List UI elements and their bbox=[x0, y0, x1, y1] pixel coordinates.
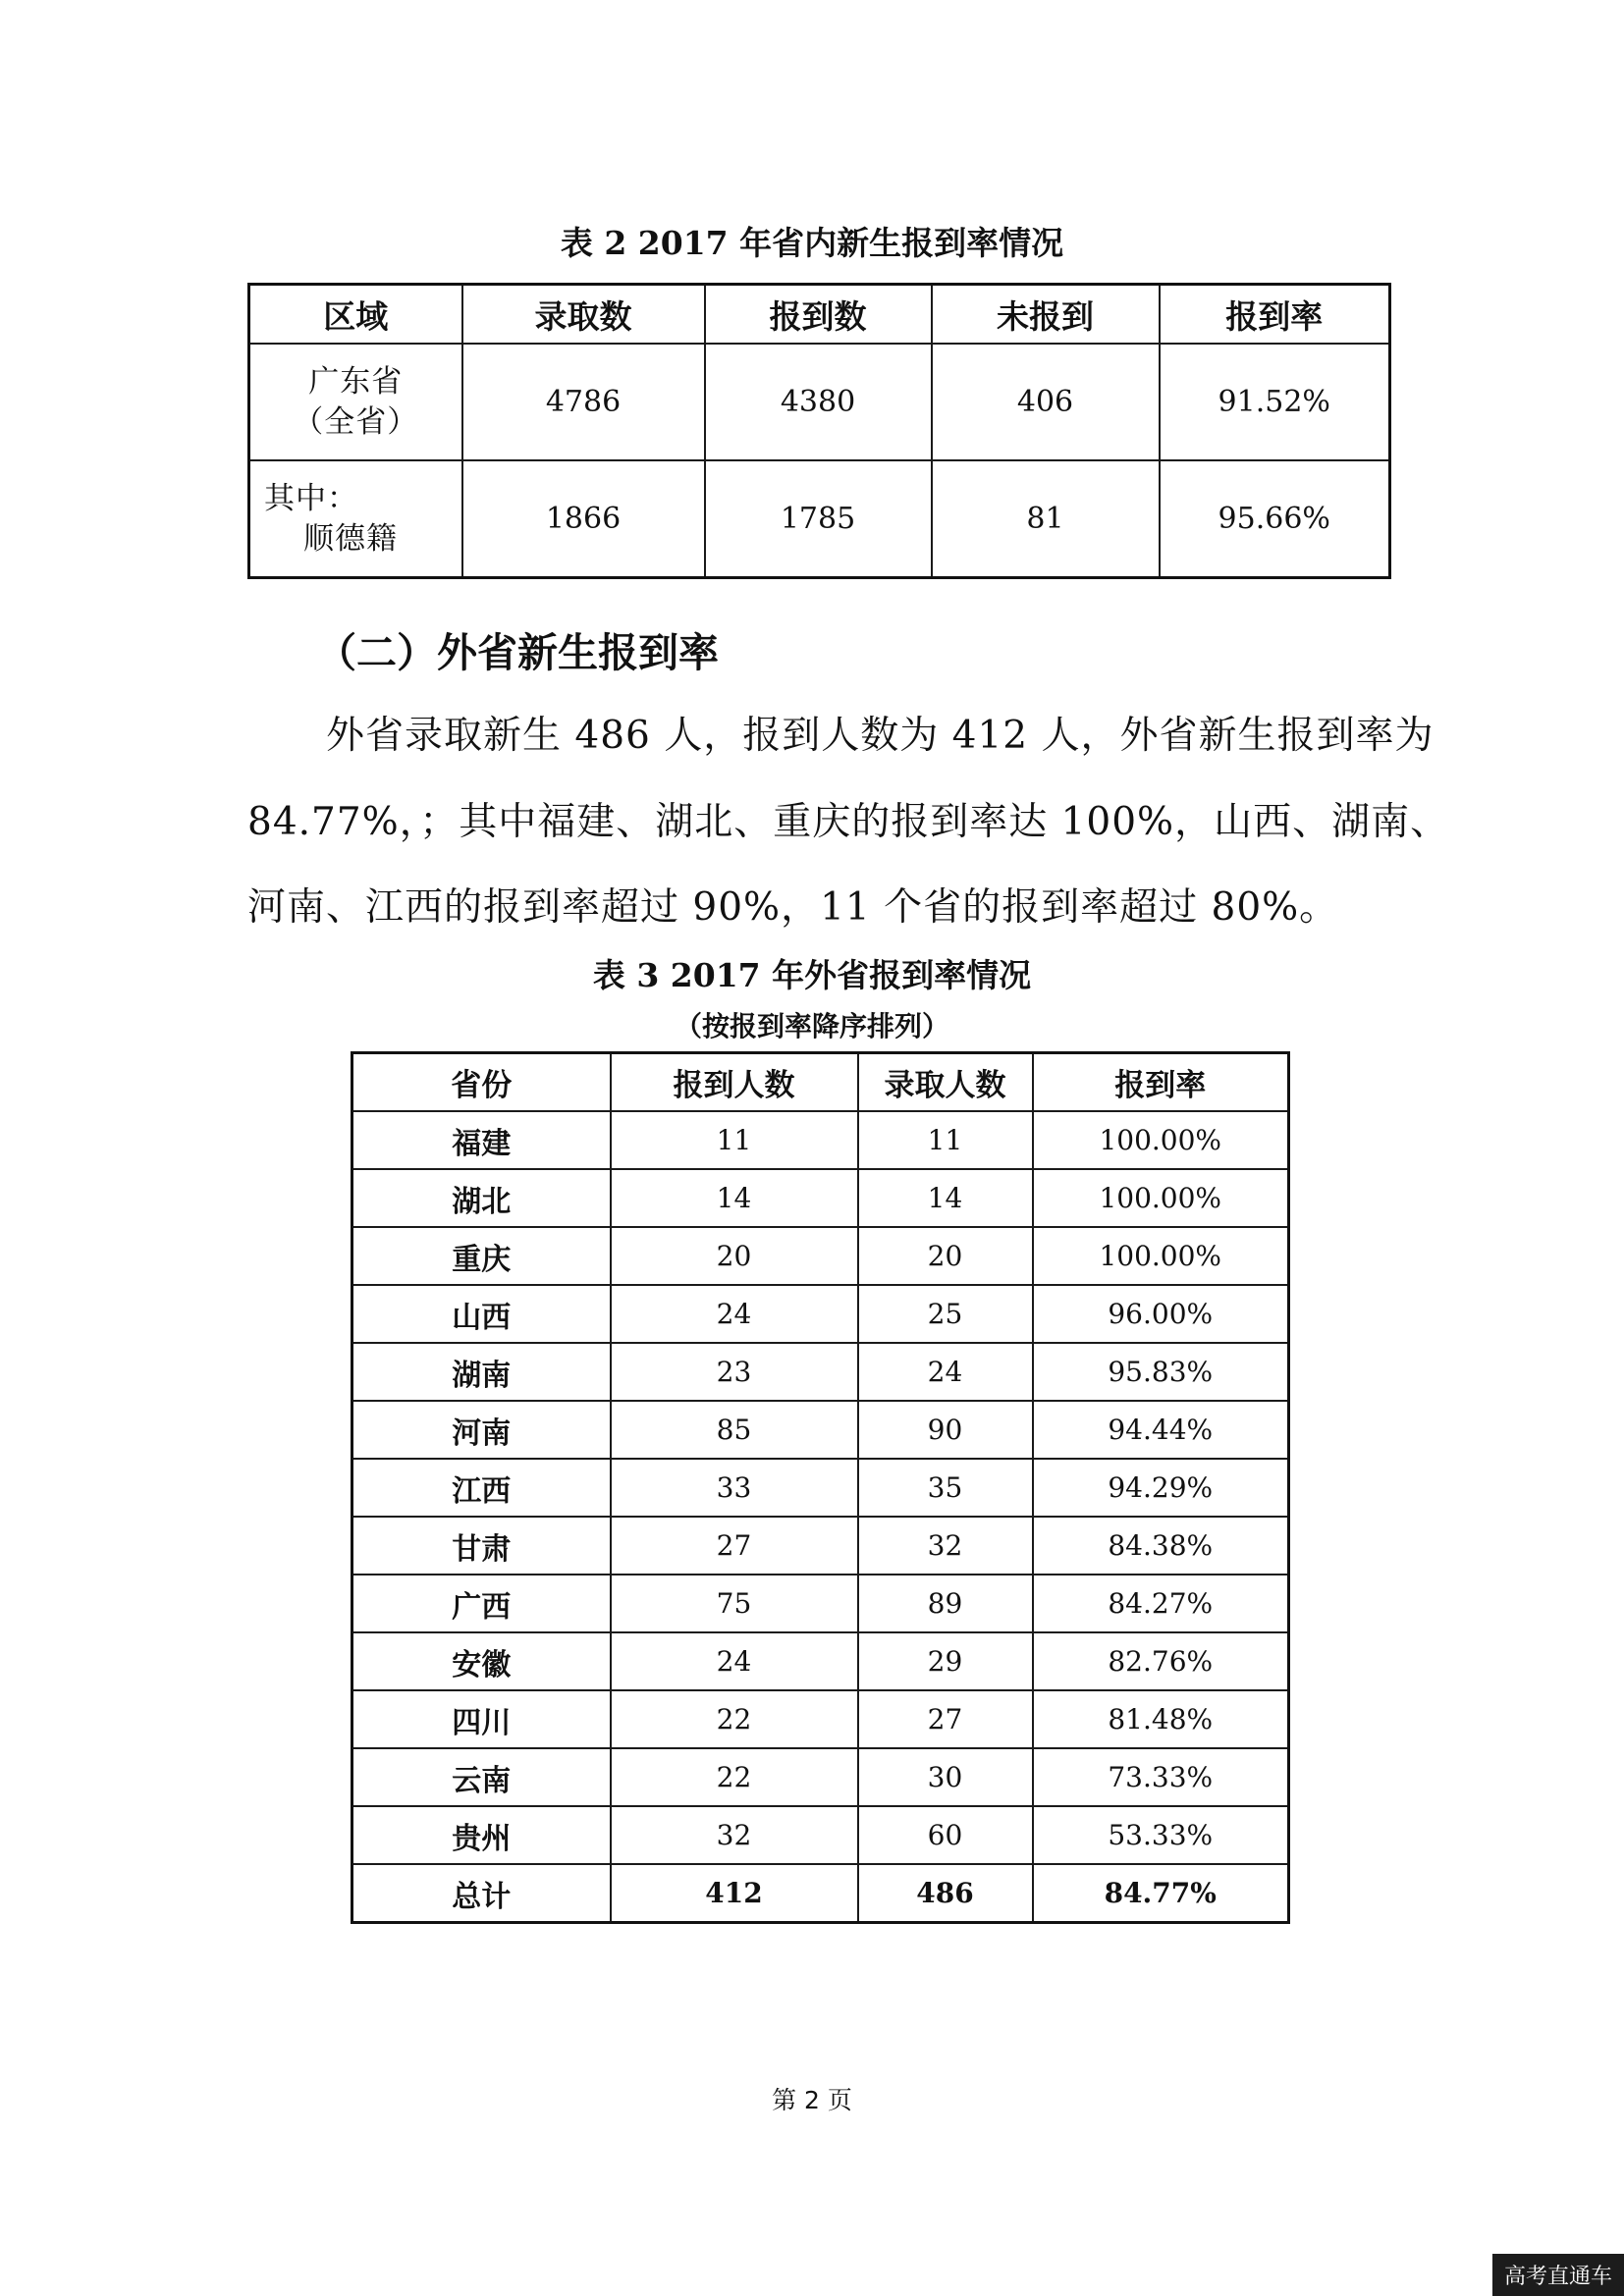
table2-cell-registered: 4380 bbox=[705, 344, 932, 460]
admitted-cell: 89 bbox=[858, 1575, 1033, 1632]
admitted-cell: 30 bbox=[858, 1748, 1033, 1806]
table-row bbox=[352, 1690, 1289, 1748]
table-row bbox=[352, 1748, 1289, 1806]
province-cell: 山西 bbox=[352, 1285, 611, 1343]
rate-cell: 94.29% bbox=[1033, 1459, 1289, 1517]
region-line-1: 广东省 bbox=[308, 364, 404, 400]
table-row bbox=[249, 344, 1390, 460]
page-number: 第 2 页 bbox=[772, 2086, 852, 2114]
province-cell: 安徽 bbox=[352, 1632, 611, 1690]
admitted-cell: 32 bbox=[858, 1517, 1033, 1575]
province-cell: 湖南 bbox=[352, 1343, 611, 1401]
table2-header-registered: 报到数 bbox=[705, 285, 932, 345]
region-line-1: 其中： bbox=[264, 481, 358, 517]
table2-cell-rate: 95.66% bbox=[1160, 460, 1390, 578]
rate-cell: 84.27% bbox=[1033, 1575, 1289, 1632]
total-admitted-cell: 486 bbox=[858, 1864, 1033, 1923]
table2-header-region: 区域 bbox=[249, 285, 462, 345]
rate-cell: 96.00% bbox=[1033, 1285, 1289, 1343]
registered-cell: 24 bbox=[611, 1285, 858, 1343]
table-row bbox=[352, 1401, 1289, 1459]
region-line-2: （全省） bbox=[293, 403, 419, 440]
table3-subcaption: （按报到率降序排列） bbox=[674, 1010, 949, 1042]
rate-cell: 82.76% bbox=[1033, 1632, 1289, 1690]
table3-header-province: 省份 bbox=[352, 1053, 611, 1112]
table-row bbox=[352, 1632, 1289, 1690]
table2-header-rate: 报到率 bbox=[1160, 285, 1390, 345]
province-cell: 河南 bbox=[352, 1401, 611, 1459]
rate-cell: 100.00% bbox=[1033, 1169, 1289, 1227]
admitted-cell: 25 bbox=[858, 1285, 1033, 1343]
table-row bbox=[352, 1806, 1289, 1864]
rate-cell: 81.48% bbox=[1033, 1690, 1289, 1748]
registered-cell: 22 bbox=[611, 1690, 858, 1748]
registered-cell: 32 bbox=[611, 1806, 858, 1864]
table2-header-not-registered: 未报到 bbox=[932, 285, 1160, 345]
watermark: 高考直通车 bbox=[1492, 2254, 1624, 2296]
table2-cell-not-registered: 81 bbox=[932, 460, 1160, 578]
paragraph-line-3: 河南、江西的报到率超过 90%，11 个省的报到率超过 80%。 bbox=[247, 885, 1339, 930]
admitted-cell: 24 bbox=[858, 1343, 1033, 1401]
table-row bbox=[352, 1285, 1289, 1343]
total-label-cell: 总计 bbox=[352, 1864, 611, 1923]
table-row bbox=[352, 1111, 1289, 1169]
admitted-cell: 90 bbox=[858, 1401, 1033, 1459]
rate-cell: 84.38% bbox=[1033, 1517, 1289, 1575]
province-cell: 福建 bbox=[352, 1111, 611, 1169]
registered-cell: 27 bbox=[611, 1517, 858, 1575]
province-cell: 江西 bbox=[352, 1459, 611, 1517]
province-cell: 云南 bbox=[352, 1748, 611, 1806]
table2-cell-registered: 1785 bbox=[705, 460, 932, 578]
rate-cell: 94.44% bbox=[1033, 1401, 1289, 1459]
table2-cell-not-registered: 406 bbox=[932, 344, 1160, 460]
table-row bbox=[352, 1517, 1289, 1575]
admitted-cell: 60 bbox=[858, 1806, 1033, 1864]
admitted-cell: 14 bbox=[858, 1169, 1033, 1227]
paragraph-line-1: 外省录取新生 486 人，报到人数为 412 人，外省新生报到率为 bbox=[326, 714, 1435, 758]
table3-header-admitted: 录取人数 bbox=[858, 1053, 1033, 1112]
rate-cell: 100.00% bbox=[1033, 1227, 1289, 1285]
total-rate-cell: 84.77% bbox=[1033, 1864, 1289, 1923]
province-cell: 四川 bbox=[352, 1690, 611, 1748]
table3-header-row bbox=[352, 1053, 1289, 1112]
table3-header-rate: 报到率 bbox=[1033, 1053, 1289, 1112]
registered-cell: 24 bbox=[611, 1632, 858, 1690]
registered-cell: 23 bbox=[611, 1343, 858, 1401]
table-3 bbox=[351, 1051, 1290, 1924]
table2-cell-region bbox=[249, 460, 462, 578]
registered-cell: 75 bbox=[611, 1575, 858, 1632]
province-cell: 甘肃 bbox=[352, 1517, 611, 1575]
rate-cell: 100.00% bbox=[1033, 1111, 1289, 1169]
province-cell: 湖北 bbox=[352, 1169, 611, 1227]
table3-caption: 表 3 2017 年外省报到率情况 bbox=[592, 956, 1032, 994]
admitted-cell: 11 bbox=[858, 1111, 1033, 1169]
table2-cell-admitted: 4786 bbox=[462, 344, 705, 460]
table-2 bbox=[247, 283, 1391, 579]
table-row bbox=[352, 1575, 1289, 1632]
paragraph-line-2: 84.77%，；其中福建、湖北、重庆的报到率达 100%，山西、湖南、 bbox=[247, 800, 1450, 844]
table-row bbox=[249, 460, 1390, 578]
region-line-2: 顺德籍 bbox=[303, 520, 398, 557]
table3-header-registered: 报到人数 bbox=[611, 1053, 858, 1112]
table-row bbox=[352, 1343, 1289, 1401]
province-cell: 重庆 bbox=[352, 1227, 611, 1285]
total-registered-cell: 412 bbox=[611, 1864, 858, 1923]
table2-cell-admitted: 1866 bbox=[462, 460, 705, 578]
admitted-cell: 20 bbox=[858, 1227, 1033, 1285]
registered-cell: 20 bbox=[611, 1227, 858, 1285]
province-cell: 贵州 bbox=[352, 1806, 611, 1864]
table2-cell-region bbox=[249, 344, 462, 460]
registered-cell: 22 bbox=[611, 1748, 858, 1806]
section-heading: （二）外省新生报到率 bbox=[316, 629, 719, 676]
table2-cell-rate: 91.52% bbox=[1160, 344, 1390, 460]
table-total-row bbox=[352, 1864, 1289, 1923]
admitted-cell: 35 bbox=[858, 1459, 1033, 1517]
table2-header-row bbox=[249, 285, 1390, 345]
admitted-cell: 29 bbox=[858, 1632, 1033, 1690]
registered-cell: 85 bbox=[611, 1401, 858, 1459]
registered-cell: 11 bbox=[611, 1111, 858, 1169]
rate-cell: 73.33% bbox=[1033, 1748, 1289, 1806]
rate-cell: 53.33% bbox=[1033, 1806, 1289, 1864]
table2-caption: 表 2 2017 年省内新生报到率情况 bbox=[560, 224, 1064, 262]
registered-cell: 33 bbox=[611, 1459, 858, 1517]
registered-cell: 14 bbox=[611, 1169, 858, 1227]
table-row bbox=[352, 1169, 1289, 1227]
rate-cell: 95.83% bbox=[1033, 1343, 1289, 1401]
table2-header-admitted: 录取数 bbox=[462, 285, 705, 345]
province-cell: 广西 bbox=[352, 1575, 611, 1632]
table-row bbox=[352, 1227, 1289, 1285]
table-row bbox=[352, 1459, 1289, 1517]
admitted-cell: 27 bbox=[858, 1690, 1033, 1748]
